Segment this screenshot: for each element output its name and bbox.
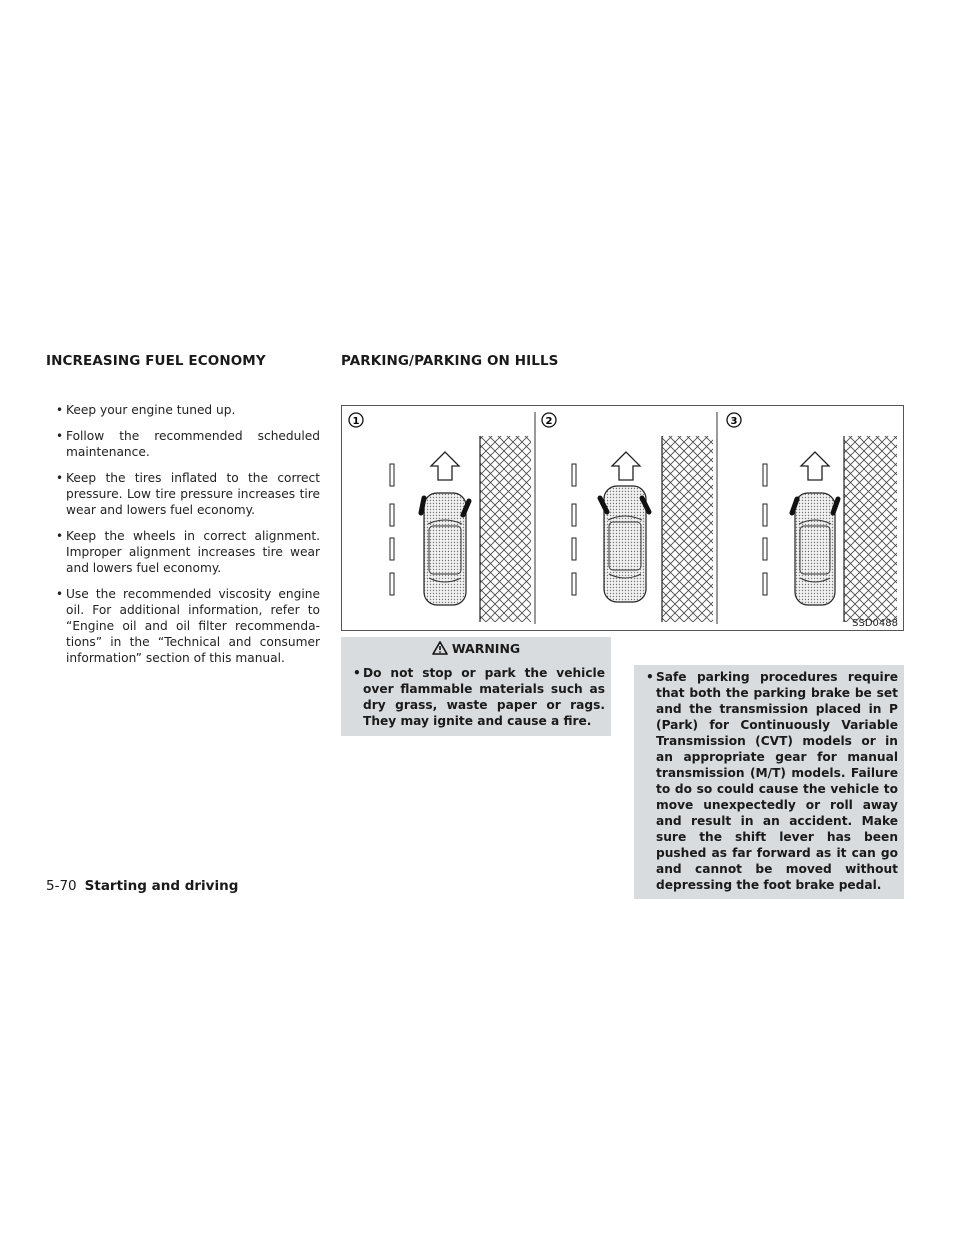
warning-item-2: • Safe parking procedures require that both the parking brake be set and the transmission placed in P (Park) for Continuously Variable Transmission (CVT) models or in an appropriate gear for manual transmission (M/T) models. Failure to do so could cause the vehicle to move unexpectedly or roll away and result in an accident. Make sure the shift lever has been pushed as far forward as it can go and cannot be moved without depressing the foot brake pedal.: [634, 665, 904, 899]
vehicle-icon: [604, 486, 646, 602]
warning-box: [341, 637, 611, 736]
list-item-text: Keep the wheels in correct alignment. Improper alignment increases tire wear and lowers fuel economy.: [66, 529, 320, 575]
direction-arrow-icon: [801, 452, 829, 480]
vehicle-icon: [424, 493, 466, 605]
curb-area: [480, 436, 531, 622]
list-item-text: Keep your engine tuned up.: [66, 403, 236, 417]
parking-diagram: [342, 406, 903, 630]
panel-number: 1: [352, 416, 360, 427]
direction-arrow-icon: [612, 452, 640, 480]
curb-area: [844, 436, 897, 622]
list-item: • Follow the recommended scheduled maintenance.: [56, 429, 320, 459]
warning-item-1: • Do not stop or park the vehicle over flammable materials such as dry grass, waste paper or rags. They may ignite and cause a fire.: [353, 666, 605, 728]
section-name: Starting and driving: [84, 878, 239, 894]
page-number: 5-70: [46, 878, 77, 894]
fuel-economy-list: [46, 402, 320, 676]
list-item: • Use the recommended viscosity engine oil. For additional information, refer to “Engine oil and oil filter recommenda-tions” in the “Technical and consumer information” section of this manual.: [56, 587, 320, 665]
figure-code: SSD0488: [852, 618, 898, 629]
warning-label: WARNING: [451, 640, 521, 656]
list-item: • Keep your engine tuned up.: [56, 403, 236, 417]
page-footer: [46, 878, 238, 894]
warning-text: Do not stop or park the vehicle over flammable materials such as dry grass, waste paper or rags. They may ignite and cause a fire.: [363, 666, 605, 728]
list-item-text: Keep the tires inflated to the correct pressure. Low tire pressure increases tire wear and lowers fuel economy.: [66, 471, 320, 517]
list-item-text: Follow the recommended scheduled maintenance.: [66, 429, 320, 459]
section-heading-parking: PARKING/PARKING ON HILLS: [341, 353, 559, 369]
front-wheel-left: [421, 498, 424, 513]
vehicle-icon: [795, 493, 835, 605]
direction-arrow-icon: [431, 452, 459, 480]
list-item: • Keep the wheels in correct alignment. Improper alignment increases tire wear and lowers fuel economy.: [56, 529, 320, 575]
list-item-text: Use the recommended viscosity engine oil. For additional information, refer to “Engine oil and oil filter recommenda-tions” in the “Technical and consumer information” section of this manual.: [66, 587, 320, 665]
warning-triangle-icon: [432, 641, 448, 655]
lane-markers: [763, 464, 767, 595]
panel-2: [542, 413, 713, 622]
parking-wheels-illustration: [341, 405, 904, 631]
lane-markers: [390, 464, 394, 595]
lane-markers: [572, 464, 576, 595]
curb-area: [662, 436, 713, 622]
panel-number: 2: [545, 416, 553, 427]
list-item: • Keep the tires inflated to the correct pressure. Low tire pressure increases tire wear and lowers fuel economy.: [56, 471, 320, 517]
section-heading-fuel-economy: INCREASING FUEL ECONOMY: [46, 353, 266, 369]
warning-text: Safe parking procedures require that both the parking brake be set and the transmission placed in P (Park) for Continuously Variable Transmission (CVT) models or in an appropriate gear for manual transmission (M/T) models. Failure to do so could cause the vehicle to move unexpectedly or roll away and result in an accident. Make sure the shift lever has been pushed as far forward as it can go and cannot be moved without depressing the foot brake pedal.: [656, 670, 898, 892]
warning-header: [341, 637, 611, 659]
panel-3: [727, 413, 897, 622]
panel-number: 3: [730, 416, 738, 427]
panel-1: [349, 413, 531, 622]
